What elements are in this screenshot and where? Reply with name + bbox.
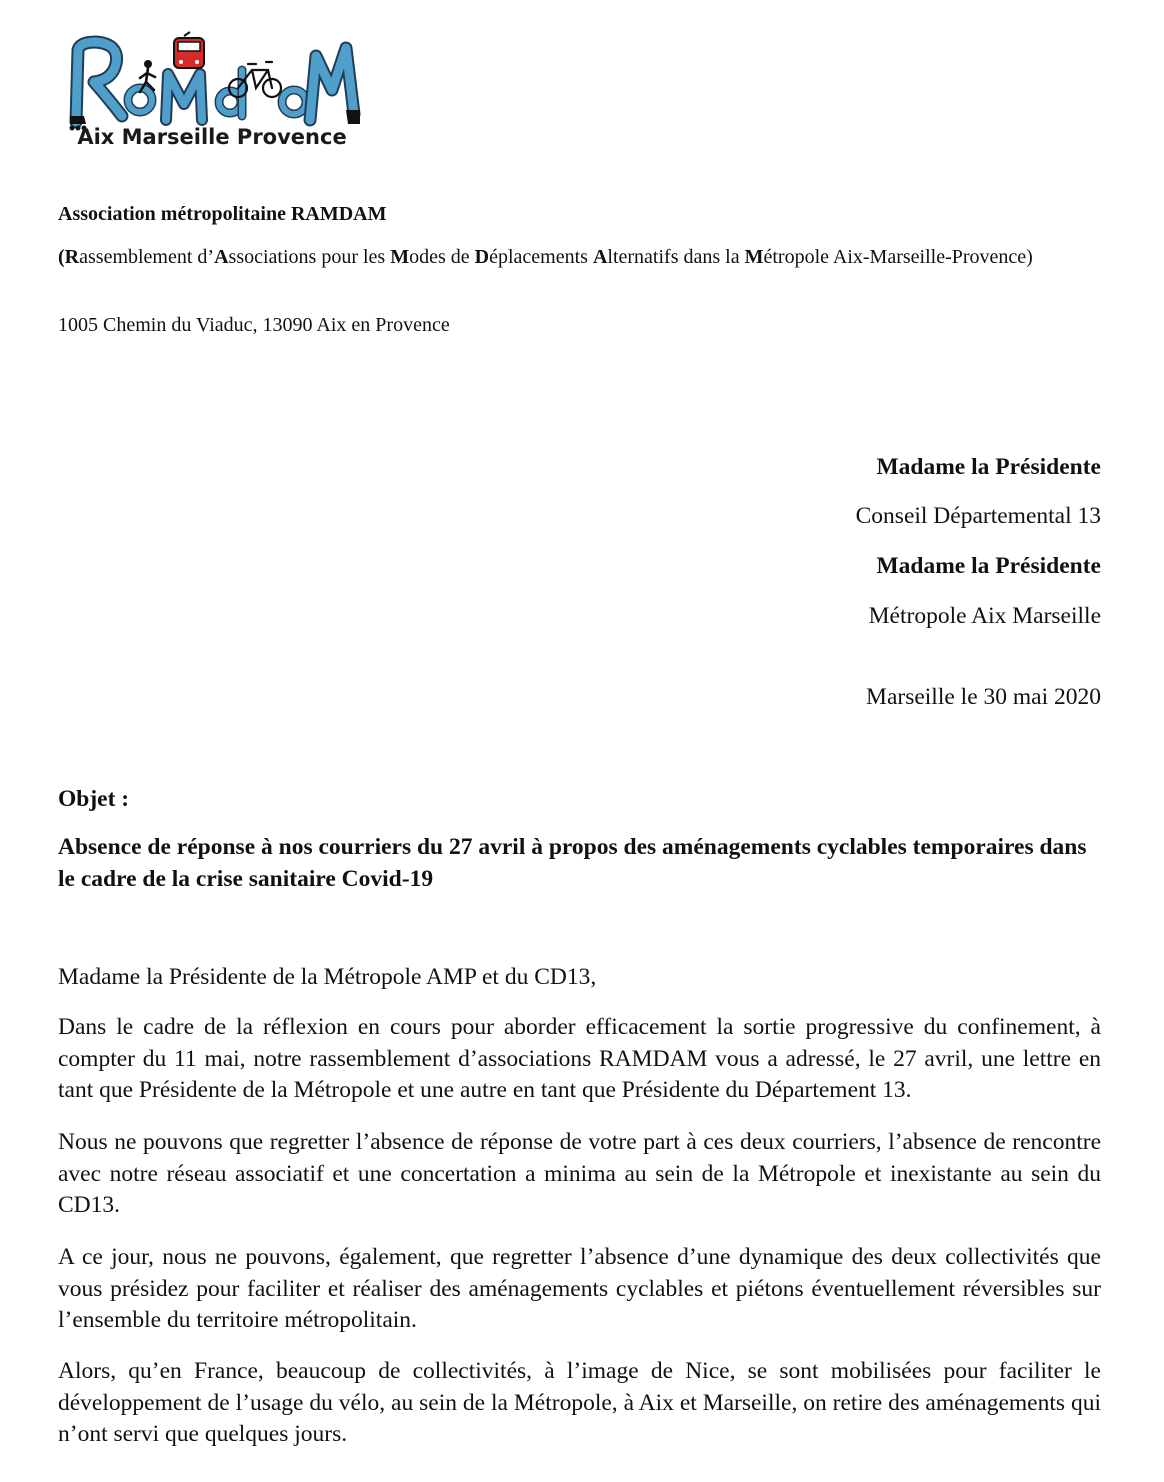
subject-label: Objet : bbox=[58, 786, 130, 812]
sender-description-segment: A bbox=[592, 246, 608, 268]
paragraph-1: Dans le cadre de la réflexion en cours pour aborder efficacement la sortie progressive du confinement, à compter du 11 mai, notre rassemblement d’associations RAMDAM vous a adressé, le 27 avril, une lettre en tant que Présidente de la Métropole et une autre en tant que Présidente du Département 13. bbox=[58, 1014, 1101, 1103]
salutation: Madame la Présidente de la Métropole AMP et du CD13, bbox=[58, 964, 597, 990]
tram-icon bbox=[174, 32, 204, 68]
logo-wordmark bbox=[70, 32, 361, 131]
sender-description-segment: M bbox=[390, 246, 410, 268]
sender-description-segment: étropole Aix-Marseille-Provence) bbox=[763, 246, 1033, 268]
sender-description-segment: assemblement d’ bbox=[79, 246, 215, 268]
place-date: Marseille le 30 mai 2020 bbox=[866, 684, 1101, 710]
recipient-title-1: Madame la Présidente bbox=[876, 454, 1101, 480]
sender-description bbox=[58, 245, 1058, 270]
sender-description-segment: R bbox=[64, 246, 80, 268]
paragraph-2: Nous ne pouvons que regretter l’absence de réponse de votre part à ces deux courriers, l’absence de rencontre avec notre réseau associatif et une concertation a minima au sein de la Métropole et inexistante au sein du CD13. bbox=[58, 1129, 1101, 1218]
sender-description-segment: éplacements bbox=[489, 246, 593, 268]
sender-name: Association métropolitaine RAMDAM bbox=[58, 203, 387, 225]
sender-description-segment: odes de bbox=[409, 246, 475, 268]
sender-description-segment: lternatifs dans la bbox=[607, 246, 745, 268]
recipient-org-2: Métropole Aix Marseille bbox=[868, 603, 1101, 629]
recipient-org-1: Conseil Départemental 13 bbox=[855, 503, 1101, 529]
sender-description-segment: ( bbox=[58, 246, 65, 268]
ramdam-logo bbox=[62, 30, 362, 152]
logo-subtitle: Aix Marseille Provence bbox=[77, 125, 347, 149]
sender-description-segment: D bbox=[474, 246, 490, 268]
sender-description-segment: ssociations pour les bbox=[228, 246, 391, 268]
sender-description-segment: A bbox=[214, 246, 229, 268]
paragraph-3: A ce jour, nous ne pouvons, également, que regretter l’absence d’une dynamique des deux collectivités que vous présidez pour faciliter et réaliser des aménagements cyclables et piétons éventuellement réversibles sur l’ensemble du territoire métropolitain. bbox=[58, 1244, 1101, 1333]
sender-address: 1005 Chemin du Viaduc, 13090 Aix en Provence bbox=[58, 314, 450, 336]
sender-description-segment: M bbox=[744, 246, 764, 268]
paragraph-4: Alors, qu’en France, beaucoup de collectivités, à l’image de Nice, se sont mobilisées pour faciliter le développement de l’usage du vélo, au sein de la Métropole, à Aix et Marseille, on retire des aménagements qui n’ont servi que quelques jours. bbox=[58, 1358, 1101, 1447]
recipient-title-2: Madame la Présidente bbox=[876, 553, 1101, 579]
subject-text: Absence de réponse à nos courriers du 27 avril à propos des aménagements cyclables temporaires dans le cadre de la crise sanitaire Covid-19 bbox=[58, 834, 1087, 892]
